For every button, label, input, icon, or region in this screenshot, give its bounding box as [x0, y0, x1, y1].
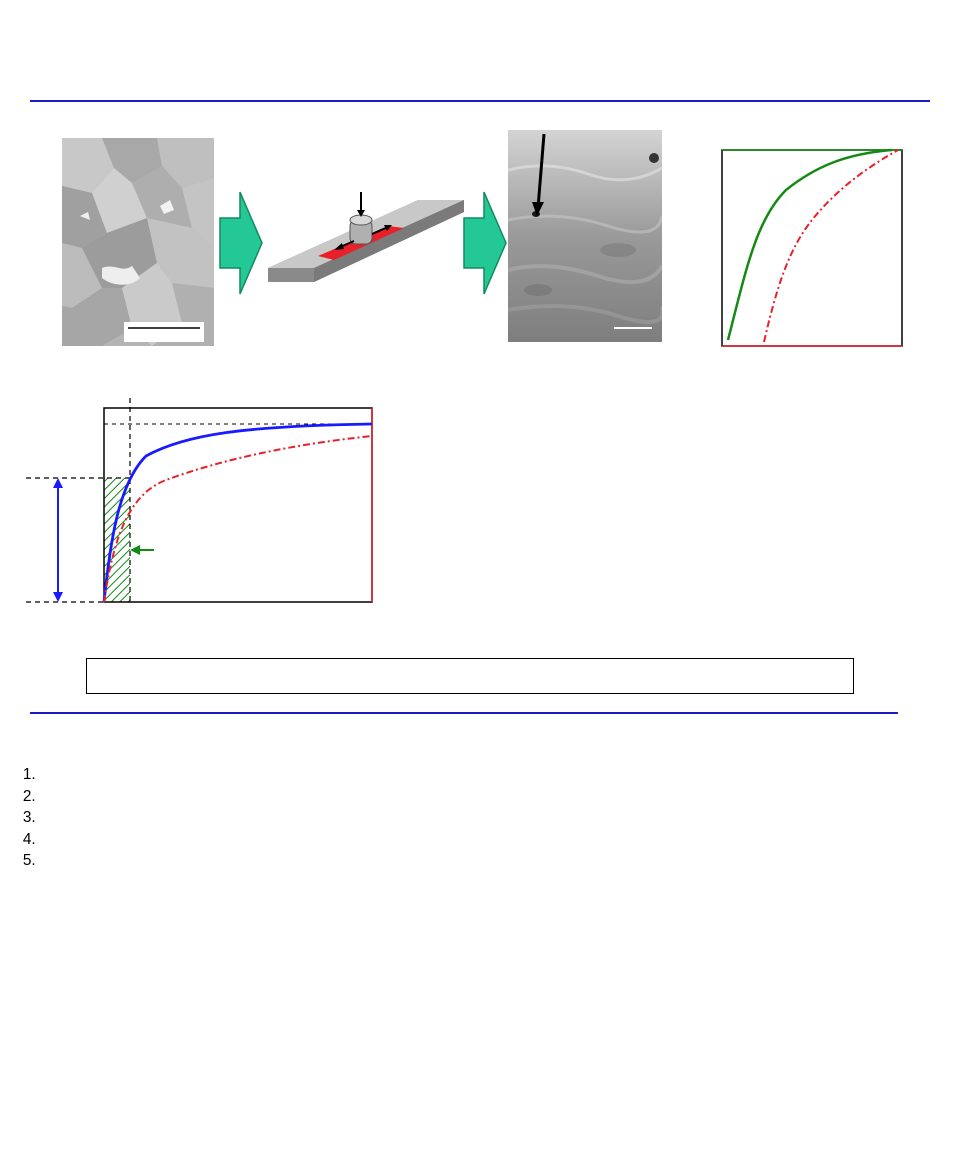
publication-item: [40, 786, 964, 808]
publication-item: [40, 829, 964, 851]
friction-treatment-scheme: [268, 190, 468, 295]
damage-plot-frame: [104, 408, 372, 602]
publication-item: [40, 764, 964, 786]
publication-item: [40, 850, 964, 872]
nanostructured-layer-image: [508, 130, 662, 342]
initial-microstructure-image: [62, 138, 214, 346]
damage-strain-chart: [6, 384, 406, 651]
top-divider: [30, 100, 930, 102]
strain-depth-curve: [764, 150, 898, 342]
depth-profile-chart: [676, 110, 944, 387]
publications-list: [18, 764, 964, 872]
process-arrow-2: [462, 188, 508, 303]
damage-curve: [104, 424, 372, 602]
process-arrow-1: [218, 188, 264, 303]
strain-cycles-curve: [104, 436, 372, 602]
conclusion-box: [86, 658, 854, 694]
bottom-divider: [30, 712, 898, 714]
microhardness-curve: [728, 150, 892, 340]
publication-item: [40, 807, 964, 829]
depth-plot-frame: [722, 150, 902, 346]
